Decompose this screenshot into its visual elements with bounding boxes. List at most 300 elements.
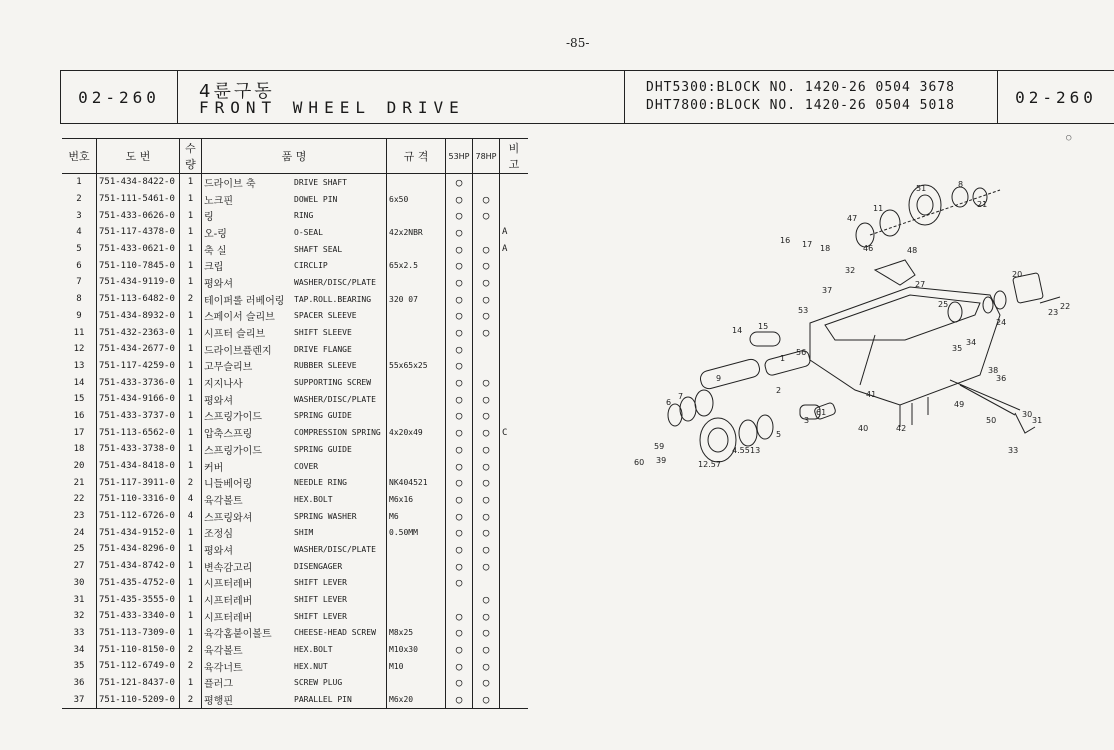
block-number-5300: DHT5300:BLOCK NO. 1420-26 0504 3678	[646, 80, 955, 95]
part-name-korean: 스프링와셔	[204, 512, 253, 524]
part-number: 751-434-9166-0	[97, 391, 180, 408]
availability-53hp: ○	[446, 458, 473, 475]
diagram-callout: 6	[666, 398, 672, 407]
row-number: 23	[62, 508, 97, 525]
availability-53hp: ○	[446, 207, 473, 224]
remark	[500, 491, 529, 508]
table-row	[62, 458, 528, 475]
table-row	[62, 424, 528, 441]
row-number: 14	[62, 374, 97, 391]
quantity: 1	[180, 675, 202, 692]
table-row	[62, 508, 528, 525]
row-number: 18	[62, 441, 97, 458]
table-row	[62, 675, 528, 692]
diagram-callout: 18	[820, 244, 831, 253]
diagram-callout: 41	[866, 390, 877, 399]
table-row	[62, 207, 528, 224]
part-name-english: HEX.NUT	[292, 658, 387, 675]
part-name-korean: 링	[204, 212, 214, 224]
table-row	[62, 257, 528, 274]
availability-53hp: ○	[446, 641, 473, 658]
title-cell-divider	[61, 71, 625, 123]
remark	[500, 608, 529, 625]
part-name-english: SHIFT SLEEVE	[292, 324, 387, 341]
row-number: 20	[62, 458, 97, 475]
remark	[500, 341, 529, 358]
part-number: 751-435-4752-0	[97, 575, 180, 592]
title-korean: 4륜구동	[199, 81, 275, 102]
part-name-korean: 평와셔	[204, 545, 233, 557]
part-number: 751-433-3340-0	[97, 608, 180, 625]
diagram-callout: 24	[996, 318, 1007, 327]
remark	[500, 675, 529, 692]
part-number: 751-112-6726-0	[97, 508, 180, 525]
table-row	[62, 491, 528, 508]
table-row	[62, 641, 528, 658]
table-row	[62, 575, 528, 592]
availability-53hp: ○	[446, 274, 473, 291]
part-name-english: CIRCLIP	[292, 257, 387, 274]
quantity: 1	[180, 274, 202, 291]
part-name-korean: 축 실	[204, 245, 227, 257]
table-row	[62, 174, 528, 191]
part-name-korean: 육각홈붙이볼트	[204, 629, 272, 641]
diagram-callout: 25	[938, 300, 949, 309]
availability-78hp: ○	[473, 274, 500, 291]
availability-53hp: ○	[446, 658, 473, 675]
quantity: 1	[180, 174, 202, 191]
availability-78hp: ○	[473, 257, 500, 274]
availability-78hp: ○	[473, 291, 500, 308]
part-number: 751-113-6482-0	[97, 291, 180, 308]
part-name-english: DOWEL PIN	[292, 191, 387, 208]
row-number: 7	[62, 274, 97, 291]
section-code-left: 02-260	[61, 71, 178, 123]
part-name-korean: 변속감고리	[204, 562, 253, 574]
exploded-view-diagram	[620, 175, 1090, 495]
availability-78hp: ○	[473, 541, 500, 558]
quantity: 2	[180, 291, 202, 308]
quantity: 1	[180, 575, 202, 592]
specification: M6x16	[387, 491, 446, 508]
row-number: 22	[62, 491, 97, 508]
row-number: 17	[62, 424, 97, 441]
document-header	[60, 70, 1114, 124]
remark	[500, 174, 529, 191]
quantity: 1	[180, 558, 202, 575]
diagram-callout: 56	[796, 348, 807, 357]
availability-53hp: ○	[446, 558, 473, 575]
quantity: 1	[180, 308, 202, 325]
availability-53hp: ○	[446, 358, 473, 375]
remark	[500, 257, 529, 274]
availability-78hp: ○	[473, 474, 500, 491]
part-number: 751-111-5461-0	[97, 191, 180, 208]
part-name-korean: 테이퍼롤 러베어링	[204, 295, 285, 307]
part-number: 751-117-3911-0	[97, 474, 180, 491]
availability-53hp: ○	[446, 174, 473, 191]
row-number: 32	[62, 608, 97, 625]
part-name-english: WASHER/DISC/PLATE	[292, 541, 387, 558]
specification: 6x50	[387, 191, 446, 208]
table-row	[62, 374, 528, 391]
table-row	[62, 274, 528, 291]
specification: M6x20	[387, 691, 446, 708]
availability-78hp: ○	[473, 374, 500, 391]
part-name-korean: 시프터레버	[204, 612, 253, 624]
diagram-callout: 34	[966, 338, 977, 347]
row-number: 1	[62, 174, 97, 191]
quantity: 1	[180, 524, 202, 541]
availability-53hp: ○	[446, 341, 473, 358]
availability-78hp: ○	[473, 625, 500, 642]
part-number: 751-121-8437-0	[97, 675, 180, 692]
table-row	[62, 608, 528, 625]
availability-53hp: ○	[446, 524, 473, 541]
availability-78hp: ○	[473, 675, 500, 692]
part-name-korean: 스프링가이드	[204, 412, 262, 424]
quantity: 1	[180, 424, 202, 441]
availability-53hp: ○	[446, 241, 473, 258]
specification: M8x25	[387, 625, 446, 642]
parts-table	[62, 138, 528, 709]
specification	[387, 591, 446, 608]
availability-78hp: ○	[473, 508, 500, 525]
specification	[387, 341, 446, 358]
quantity: 1	[180, 608, 202, 625]
availability-78hp: ○	[473, 491, 500, 508]
availability-53hp: ○	[446, 441, 473, 458]
availability-78hp: ○	[473, 524, 500, 541]
quantity: 4	[180, 508, 202, 525]
part-name-english: SHIFT LEVER	[292, 591, 387, 608]
diagram-callout: 53	[798, 306, 809, 315]
availability-53hp: ○	[446, 324, 473, 341]
part-name-english: COVER	[292, 458, 387, 475]
col-part-no: 도 번	[97, 139, 180, 174]
diagram-callout: 4.55	[732, 446, 750, 455]
part-name-english: DRIVE FLANGE	[292, 341, 387, 358]
part-name-english: CHEESE-HEAD SCREW	[292, 625, 387, 642]
row-number: 15	[62, 391, 97, 408]
table-row	[62, 691, 528, 708]
availability-53hp: ○	[446, 424, 473, 441]
col-53hp: 53HP	[446, 139, 473, 174]
specification	[387, 374, 446, 391]
availability-53hp: ○	[446, 474, 473, 491]
remark	[500, 441, 529, 458]
availability-78hp	[473, 358, 500, 375]
part-name-korean: 고무슬리브	[204, 362, 253, 374]
part-number: 751-434-2677-0	[97, 341, 180, 358]
remark	[500, 324, 529, 341]
remark: A	[502, 227, 508, 238]
remark: C	[502, 427, 508, 438]
availability-53hp: ○	[446, 691, 473, 708]
part-name-korean: 육각너트	[204, 662, 243, 674]
diagram-callout: 47	[847, 214, 858, 223]
part-number: 751-434-9119-0	[97, 274, 180, 291]
part-name-english: TAP.ROLL.BEARING	[292, 291, 387, 308]
part-number: 751-112-6749-0	[97, 658, 180, 675]
quantity: 1	[180, 441, 202, 458]
diagram-callout: 35	[952, 344, 963, 353]
availability-78hp: ○	[473, 308, 500, 325]
part-name-korean: 노크핀	[204, 195, 233, 207]
row-number: 3	[62, 207, 97, 224]
table-row	[62, 408, 528, 425]
diagram-callout: 3	[804, 416, 810, 425]
specification	[387, 174, 446, 191]
part-name-english: RUBBER SLEEVE	[292, 358, 387, 375]
specification: NK404521	[387, 474, 446, 491]
specification	[387, 324, 446, 341]
part-name-korean: 커버	[204, 462, 224, 474]
remark	[500, 191, 529, 208]
diagram-callout: 46	[863, 244, 874, 253]
col-remark: 비 고	[500, 139, 529, 174]
part-name-english: HEX.BOLT	[292, 491, 387, 508]
diagram-callout: 42	[896, 424, 907, 433]
remark: A	[502, 244, 508, 255]
part-name-korean: 육각볼트	[204, 646, 243, 658]
availability-53hp: ○	[446, 291, 473, 308]
part-number: 751-113-6562-0	[97, 424, 180, 441]
table-row	[62, 591, 528, 608]
table-row	[62, 358, 528, 375]
diagram-callout: 32	[845, 266, 856, 275]
part-name-english: WASHER/DISC/PLATE	[292, 274, 387, 291]
part-number: 751-434-8742-0	[97, 558, 180, 575]
row-number: 31	[62, 591, 97, 608]
availability-53hp	[446, 591, 473, 608]
diagram-callout: 27	[915, 280, 926, 289]
row-number: 34	[62, 641, 97, 658]
availability-53hp: ○	[446, 374, 473, 391]
row-number: 13	[62, 358, 97, 375]
page-number: -85-	[566, 36, 590, 50]
row-number: 5	[62, 241, 97, 258]
part-number: 751-434-8422-0	[97, 174, 180, 191]
specification: 55x65x25	[387, 358, 446, 375]
specification: M6	[387, 508, 446, 525]
part-number: 751-434-9152-0	[97, 524, 180, 541]
part-name-korean: 스프링가이드	[204, 445, 262, 457]
part-number: 751-434-8418-0	[97, 458, 180, 475]
part-number: 751-110-3316-0	[97, 491, 180, 508]
availability-53hp: ○	[446, 575, 473, 592]
table-row	[62, 391, 528, 408]
part-number: 751-433-3736-0	[97, 374, 180, 391]
diagram-callout: 59	[654, 442, 665, 451]
quantity: 2	[180, 474, 202, 491]
part-name-english: WASHER/DISC/PLATE	[292, 391, 387, 408]
table-row	[62, 441, 528, 458]
diagram-callout: 7	[678, 392, 684, 401]
section-code-right: 02-260	[997, 71, 1114, 123]
diagram-callout: 36	[996, 374, 1007, 383]
part-name-korean: 육각볼트	[204, 495, 243, 507]
part-number: 751-117-4378-0	[97, 224, 180, 241]
specification: 0.50MM	[387, 524, 446, 541]
availability-78hp: ○	[473, 558, 500, 575]
availability-53hp: ○	[446, 608, 473, 625]
part-name-english: SPACER SLEEVE	[292, 308, 387, 325]
row-number: 21	[62, 474, 97, 491]
diagram-callout: 49	[954, 400, 965, 409]
parts-table-body	[62, 174, 528, 709]
availability-53hp: ○	[446, 224, 473, 241]
availability-53hp: ○	[446, 257, 473, 274]
part-name-korean: 평행핀	[202, 691, 293, 708]
remark	[500, 524, 529, 541]
part-name-english: SHIFT LEVER	[292, 575, 387, 592]
part-name-english: SHIM	[292, 524, 387, 541]
part-name-korean: 드라이브 축	[204, 178, 256, 190]
part-name-korean: 평와셔	[204, 278, 233, 290]
table-row	[62, 224, 528, 241]
part-name-english: DISENGAGER	[292, 558, 387, 575]
diagram-callout: 40	[858, 424, 869, 433]
part-name-korean: 크립	[204, 262, 224, 274]
part-name-english: SPRING WASHER	[292, 508, 387, 525]
corner-mark: ○	[1066, 133, 1072, 143]
part-number: 751-110-5209-0	[97, 691, 180, 708]
diagram-callout: 48	[907, 246, 918, 255]
quantity: 1	[180, 625, 202, 642]
quantity: 1	[180, 207, 202, 224]
quantity: 1	[180, 224, 202, 241]
diagram-callout: 1	[780, 354, 786, 363]
row-number: 4	[62, 224, 97, 241]
remark	[500, 558, 529, 575]
diagram-callout: 13	[750, 446, 761, 455]
part-name-english: SHIFT LEVER	[292, 608, 387, 625]
remark	[500, 391, 529, 408]
remark	[500, 541, 529, 558]
specification: 4x20x49	[387, 424, 446, 441]
remark	[500, 274, 529, 291]
quantity: 4	[180, 491, 202, 508]
remark	[500, 374, 529, 391]
part-name-english: DRIVE SHAFT	[292, 174, 387, 191]
row-number: 11	[62, 324, 97, 341]
table-row	[62, 241, 528, 258]
availability-78hp: ○	[473, 324, 500, 341]
row-number: 16	[62, 408, 97, 425]
availability-53hp: ○	[446, 191, 473, 208]
part-name-korean: 지지나사	[204, 379, 243, 391]
part-number: 751-434-8932-0	[97, 308, 180, 325]
row-number: 8	[62, 291, 97, 308]
part-number: 751-434-8296-0	[97, 541, 180, 558]
remark	[500, 291, 529, 308]
part-number: 751-433-0626-0	[97, 207, 180, 224]
diagram-callout: 8	[958, 180, 964, 189]
diagram-callout: 20	[1012, 270, 1023, 279]
availability-78hp: ○	[473, 207, 500, 224]
remark	[500, 308, 529, 325]
part-number: 751-110-7845-0	[97, 257, 180, 274]
specification	[387, 408, 446, 425]
diagram-callout: 23	[1048, 308, 1059, 317]
row-number: 12	[62, 341, 97, 358]
availability-53hp: ○	[446, 508, 473, 525]
quantity: 1	[180, 408, 202, 425]
diagram-callout: 33	[1008, 446, 1019, 455]
table-row	[62, 341, 528, 358]
availability-78hp	[473, 341, 500, 358]
availability-53hp: ○	[446, 308, 473, 325]
part-number: 751-435-3555-0	[97, 591, 180, 608]
table-row	[62, 524, 528, 541]
diagram-callout: 51	[916, 184, 927, 193]
specification	[387, 608, 446, 625]
specification	[387, 441, 446, 458]
quantity: 1	[180, 324, 202, 341]
part-name-english: SUPPORTING SCREW	[292, 374, 387, 391]
part-number: 751-113-7309-0	[97, 625, 180, 642]
row-number: 27	[62, 558, 97, 575]
specification: M10	[387, 658, 446, 675]
remark	[500, 207, 529, 224]
part-name-korean: 시프터 슬리브	[204, 329, 266, 341]
diagram-callout: 31	[1032, 416, 1043, 425]
specification: 320 07	[387, 291, 446, 308]
diagram-callout: 17	[802, 240, 813, 249]
specification: M10x30	[387, 641, 446, 658]
availability-78hp: ○	[473, 658, 500, 675]
remark	[500, 458, 529, 475]
remark	[500, 408, 529, 425]
quantity: 2	[180, 658, 202, 675]
diagram-callout: 9	[716, 374, 722, 383]
diagram-callout: 14	[732, 326, 743, 335]
part-name-korean: 평와셔	[204, 395, 233, 407]
specification	[387, 391, 446, 408]
row-number: 6	[62, 257, 97, 274]
availability-78hp: ○	[473, 641, 500, 658]
specification	[387, 558, 446, 575]
remark	[500, 641, 529, 658]
quantity: 1	[180, 391, 202, 408]
specification	[387, 458, 446, 475]
col-qty: 수량	[180, 139, 202, 174]
part-name-english: RING	[292, 207, 387, 224]
availability-78hp	[473, 174, 500, 191]
remark	[500, 358, 529, 375]
remark	[500, 691, 529, 708]
table-row	[62, 324, 528, 341]
table-row	[62, 308, 528, 325]
quantity: 1	[180, 458, 202, 475]
quantity: 2	[180, 641, 202, 658]
part-number: 751-110-8150-0	[97, 641, 180, 658]
col-name: 품 명	[202, 139, 387, 174]
part-name-korean: 드라이브플렌지	[204, 345, 272, 357]
block-number-7800: DHT7800:BLOCK NO. 1420-26 0504 5018	[646, 98, 955, 113]
diagram-callout: 39	[656, 456, 667, 465]
quantity: 1	[180, 591, 202, 608]
remark	[500, 591, 529, 608]
remark	[500, 575, 529, 592]
diagram-callout: 60	[634, 458, 645, 467]
part-name-korean: 오-링	[204, 228, 227, 240]
specification	[387, 207, 446, 224]
diagram-callout: 38	[988, 366, 999, 375]
part-name-english: NEEDLE RING	[292, 474, 387, 491]
diagram-callout: 30	[1022, 410, 1033, 419]
